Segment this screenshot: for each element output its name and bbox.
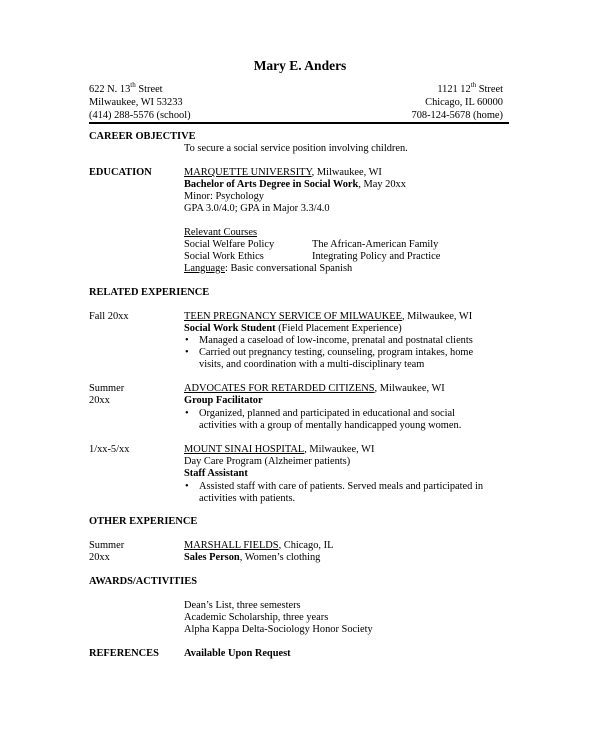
courses-heading: Relevant Courses: [184, 227, 258, 238]
other-location: , Chicago, IL: [278, 540, 334, 551]
resume-name: Mary E. Anders: [253, 58, 347, 73]
job1-location: , Milwaukee, WI: [401, 311, 473, 322]
bullet-icon: •: [185, 347, 189, 358]
job2-date-season: Summer: [89, 383, 125, 394]
right-phone: 708-124-5678 (home): [411, 110, 503, 121]
bullet-icon: •: [185, 408, 189, 419]
references-heading: REFERENCES: [89, 648, 159, 659]
education-gpa: GPA 3.0/4.0; GPA in Major 3.3/4.0: [184, 203, 330, 214]
job1-org-line: [184, 311, 472, 323]
job1-org: TEEN PREGNANCY SERVICE OF MILWAUKEE: [184, 311, 402, 322]
job3-org-line: [184, 444, 374, 456]
language-label: Language: [184, 263, 225, 274]
left-street: [89, 80, 163, 96]
job3-program: Day Care Program (Alzheimer patients): [184, 456, 351, 467]
right-street-suffix: th: [470, 80, 477, 89]
job1-title-line: [184, 323, 402, 335]
header-divider: [89, 122, 509, 124]
job3-location: , Milwaukee, WI: [304, 444, 375, 455]
language-value: : Basic conversational Spanish: [224, 263, 353, 274]
award-item: Academic Scholarship, three years: [184, 612, 329, 623]
course-social-welfare: Social Welfare Policy: [184, 239, 275, 250]
other-org: MARSHALL FIELDS: [184, 540, 279, 551]
award-item: Alpha Kappa Delta-Sociology Honor Society: [184, 624, 373, 635]
job2-org-line: [184, 383, 445, 395]
job1-date: Fall 20xx: [89, 311, 129, 322]
course-african-american-family: The African-American Family: [312, 239, 439, 250]
job3-title: Staff Assistant: [184, 468, 248, 479]
references-text: Available Upon Request: [184, 648, 291, 659]
left-street-suffix: th: [130, 80, 136, 89]
education-degree-date: , May 20xx: [358, 179, 406, 190]
other-title: Sales Person: [184, 552, 240, 563]
job2-title: Group Facilitator: [184, 395, 263, 406]
career-heading: CAREER OBJECTIVE: [89, 131, 196, 142]
education-degree-line: [184, 179, 406, 191]
awards-heading: AWARDS/ACTIVITIES: [89, 576, 197, 587]
education-school: MARQUETTE UNIVERSITY: [184, 167, 312, 178]
job3-bullet-1: Assisted staff with care of patients. Served meals and participated in activities with patients.: [199, 481, 484, 504]
other-org-line: [184, 540, 333, 552]
other-date-year: 20xx: [89, 552, 110, 563]
education-language: [184, 263, 352, 275]
job2-org: ADVOCATES FOR RETARDED CITIZENS: [184, 383, 375, 394]
left-city: Milwaukee, WI 53233: [89, 97, 183, 108]
left-phone: (414) 288-5576 (school): [89, 110, 191, 121]
job1-title-note: (Field Placement Experience): [275, 323, 402, 334]
bullet-icon: •: [185, 335, 189, 346]
education-heading: EDUCATION: [89, 167, 152, 178]
other-date-season: Summer: [89, 540, 125, 551]
career-text: To secure a social service position involving children.: [184, 143, 408, 154]
award-item: Dean’s List, three semesters: [184, 600, 301, 611]
job3-date: 1/xx-5/xx: [89, 444, 130, 455]
job1-bullet-2: Carried out pregnancy testing, counseling, program intakes, home visits, and coordination with a multi-disciplinary team: [199, 347, 474, 370]
job2-location: , Milwaukee, WI: [374, 383, 445, 394]
right-street-number: 1121 12: [437, 84, 471, 95]
bullet-icon: •: [185, 481, 189, 492]
right-city: Chicago, IL 60000: [425, 97, 503, 108]
other-title-line: [184, 552, 320, 564]
job1-title: Social Work Student: [184, 323, 276, 334]
other-heading: OTHER EXPERIENCE: [89, 516, 198, 527]
job2-bullet-1: Organized, planned and participated in educational and social activities with a group of mentally handicapped young women.: [199, 408, 462, 431]
right-street-name: Street: [476, 84, 503, 95]
course-social-work-ethics: Social Work Ethics: [184, 251, 264, 262]
left-street-name: Street: [135, 84, 163, 95]
other-title-note: , Women’s clothing: [239, 552, 321, 563]
right-street: [437, 80, 503, 96]
job2-date-year: 20xx: [89, 395, 110, 406]
left-street-number: 622 N. 13: [89, 84, 131, 95]
education-school-line: [184, 167, 382, 179]
education-school-location: , Milwaukee, WI: [311, 167, 382, 178]
related-heading: RELATED EXPERIENCE: [89, 287, 210, 298]
course-integrating-policy: Integrating Policy and Practice: [312, 251, 441, 262]
education-minor: Minor: Psychology: [184, 191, 264, 202]
job1-bullet-1: Managed a caseload of low-income, prenatal and postnatal clients: [199, 335, 473, 346]
job3-org: MOUNT SINAI HOSPITAL: [184, 444, 305, 455]
education-degree: Bachelor of Arts Degree in Social Work: [184, 179, 359, 190]
